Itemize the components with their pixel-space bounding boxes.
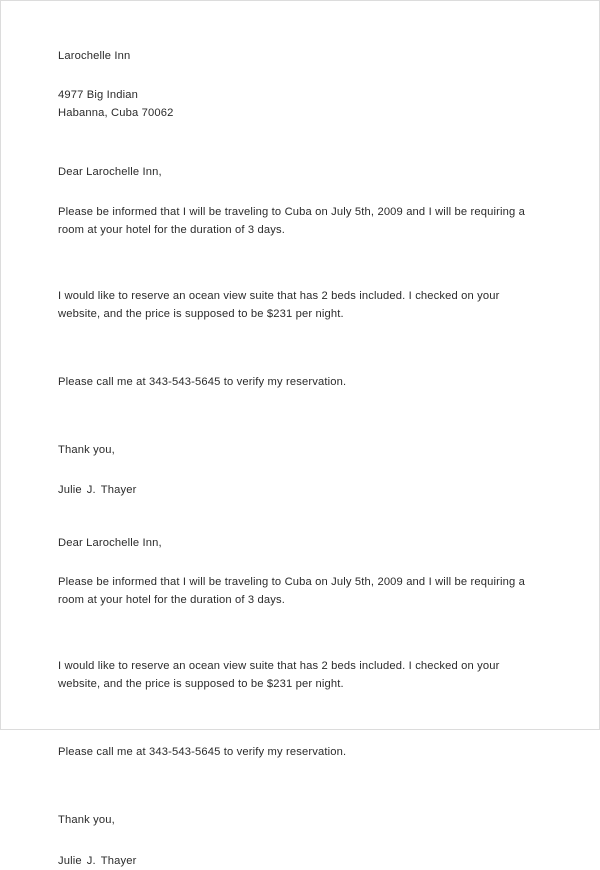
recipient-name: Larochelle Inn	[58, 50, 131, 62]
paragraph-room: I would like to reserve an ocean view suite that has 2 beds included. I checked on your website, and the price is supposed to be $231 per night.	[58, 289, 500, 320]
signature-first-name: Julie	[58, 854, 82, 867]
recipient-street: 4977 Big Indian	[58, 89, 139, 102]
closing: Thank you,	[58, 814, 115, 827]
paragraph-travel: Please be informed that I will be traveling to Cuba on July 5th, 2009 and I will be requiring a room at your hotel for the duration of 3 days.	[58, 205, 525, 236]
signature	[58, 481, 569, 499]
closing: Thank you,	[58, 444, 115, 457]
paragraph-room: I would like to reserve an ocean view suite that has 2 beds included. I checked on your website, and the price is supposed to be $231 per night.	[58, 659, 500, 691]
paragraph-call: Please call me at 343-543-5645 to verify my reservation.	[58, 376, 347, 389]
signature	[58, 852, 569, 870]
recipient-city-line: Habanna, Cuba 70062	[58, 107, 174, 120]
signature-last-name: Thayer	[100, 854, 137, 867]
salutation: Dear Larochelle Inn,	[58, 536, 162, 549]
signature-last-name: Thayer	[100, 484, 137, 497]
signature-first-name: Julie	[58, 484, 82, 497]
salutation: Dear Larochelle Inn,	[58, 166, 162, 179]
paragraph-travel: Please be informed that I will be traveling to Cuba on July 5th, 2009 and I will be requiring a room at your hotel for the duration of 3 days.	[58, 575, 525, 606]
signature-middle-initial: J.	[86, 854, 96, 867]
document-sheet	[1, 1, 599, 870]
paragraph-call: Please call me at 343-543-5645 to verify my reservation.	[58, 746, 347, 759]
letter-copy-one	[58, 47, 569, 500]
signature-middle-initial: J.	[86, 484, 96, 497]
recipient-address	[58, 86, 569, 122]
letter-copy-two	[58, 534, 569, 870]
